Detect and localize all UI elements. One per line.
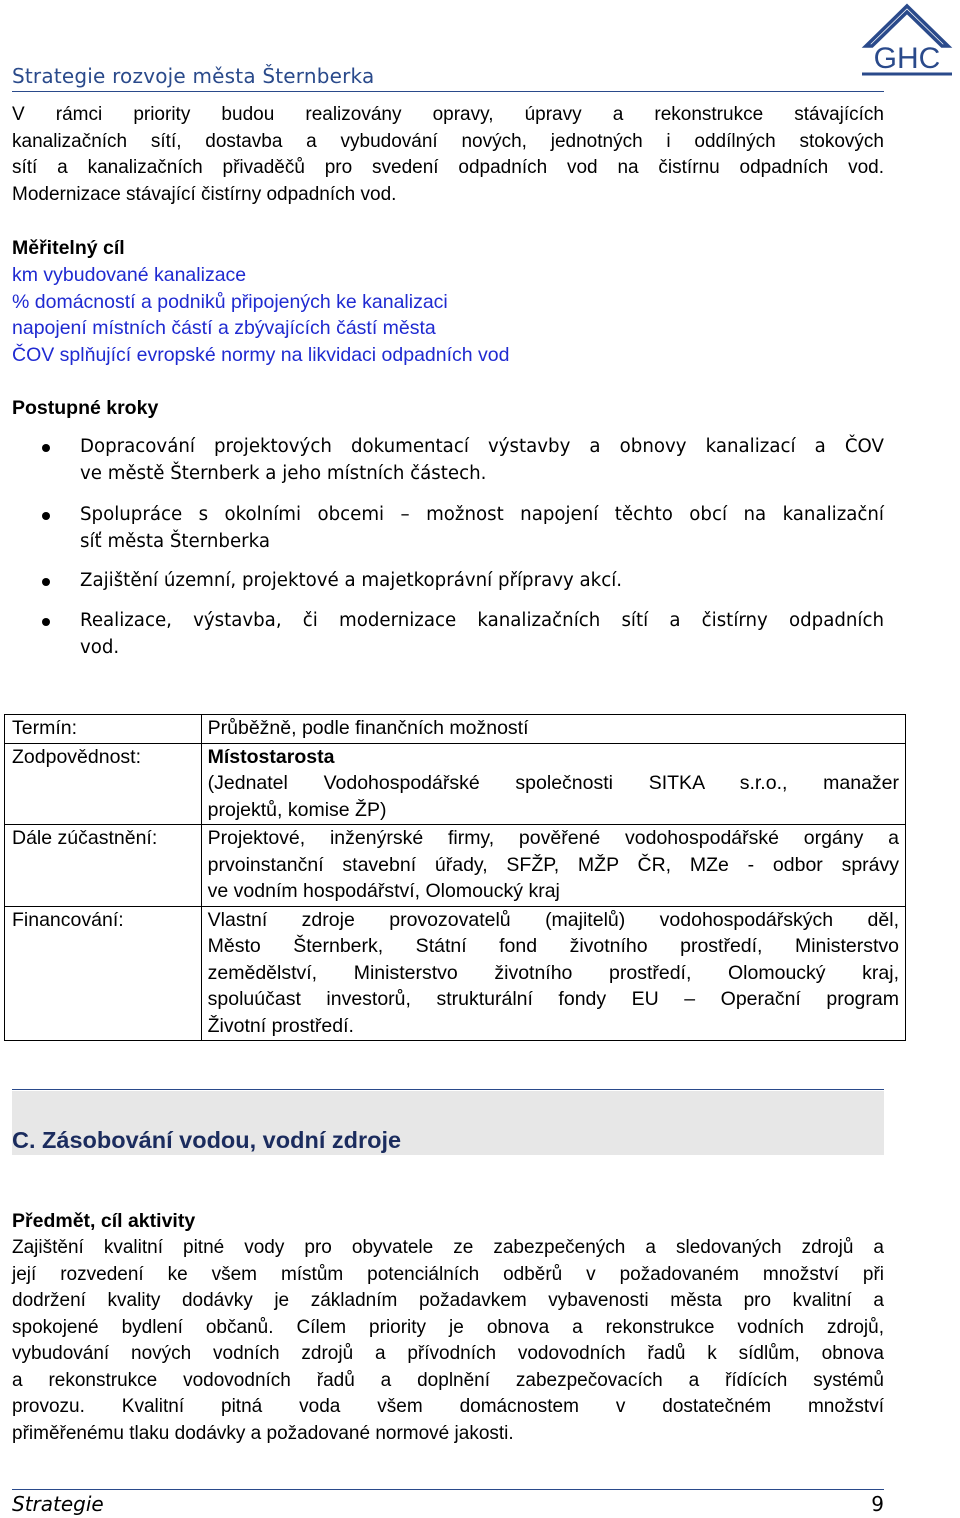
table-row bbox=[5, 906, 906, 1041]
paragraph-line: vybudování nových vodních zdrojů a přívodních vodovodních řadů k sídlům, obnova bbox=[12, 1343, 884, 1364]
paragraph-line: provozu. Kvalitní pitná voda všem domácnostem v dostatečném množství bbox=[12, 1396, 884, 1417]
value-line: (Jednatel Vodohospodářské společnosti SITKA s.r.o., manažer bbox=[207, 772, 899, 794]
bullet-icon bbox=[42, 512, 50, 520]
intro-line: kanalizačních sítí, dostavba a vybudování nových, jednotných i oddílných stokových bbox=[12, 130, 884, 152]
value-line: Město Šternberk, Státní fond životního prostředí, Ministerstvo bbox=[207, 935, 899, 957]
goal-item: km vybudované kanalizace bbox=[12, 264, 247, 286]
value-line: Projektové, inženýrské firmy, pověřené vodohospodářské orgány a bbox=[207, 827, 899, 849]
section-title: C. Zásobování vodou, vodní zdroje bbox=[12, 1127, 402, 1153]
bullet-icon bbox=[42, 578, 50, 586]
goal-item: napojení místních částí a zbývajících částí města bbox=[12, 317, 436, 340]
value-line: ve vodním hospodářství, Olomoucký kraj bbox=[207, 880, 560, 902]
intro-line: Modernizace stávající čistírny odpadních vod. bbox=[12, 183, 397, 205]
step-line: ve městě Šternberk a jeho místních částech. bbox=[80, 462, 487, 484]
row-value bbox=[201, 906, 905, 1041]
step-line: Zajištění územní, projektové a majetkoprávní přípravy akcí. bbox=[80, 570, 623, 591]
value-line: zemědělství, Ministerstvo životního prostředí, Olomoucký kraj, bbox=[207, 961, 899, 984]
row-label: Zodpovědnost: bbox=[5, 743, 202, 825]
footer-label: Strategie bbox=[12, 1492, 104, 1516]
paragraph-line: a rekonstrukce vodovodních řadů a doplnění zabezpečovacích a řídících systémů bbox=[12, 1369, 884, 1391]
responsibility-table bbox=[4, 714, 906, 1041]
logo-text: GHC bbox=[873, 42, 941, 75]
paragraph-line: Zajištění kvalitní pitné vody pro obyvatele ze zabezpečených a sledovaných zdrojů a bbox=[12, 1237, 884, 1258]
value-line: projektů, komise ŽP) bbox=[207, 798, 387, 821]
step-line: síť města Šternberka bbox=[80, 530, 271, 552]
document-header-title: Strategie rozvoje města Šternberka bbox=[12, 64, 375, 88]
header-rule bbox=[12, 91, 884, 92]
paragraph-line: spokojené bydlení občanů. Cílem priority je obnova a rekonstrukce vodních zdrojů, bbox=[12, 1316, 884, 1338]
value-line: spoluúčast investorů, strukturální fondy EU – Operační program bbox=[207, 988, 899, 1010]
value-line: prvoinstanční stavební úřady, SFŽP, MŽP ČR, MZe - odbor správy bbox=[207, 853, 899, 876]
footer-rule bbox=[12, 1489, 884, 1490]
goal-item: ČOV splňující evropské normy na likvidaci odpadních vod bbox=[12, 344, 510, 367]
table-row bbox=[5, 743, 906, 825]
row-value bbox=[201, 743, 905, 825]
intro-line: V rámci priority budou realizovány opravy, úpravy a rekonstrukce stávajících bbox=[12, 104, 884, 125]
row-value bbox=[201, 715, 905, 744]
page-number: 9 bbox=[871, 1492, 884, 1516]
paragraph-line: přiměřenému tlaku dodávky a požadované normové jakosti. bbox=[12, 1422, 514, 1444]
row-label: Financování: bbox=[5, 906, 202, 1041]
subject-heading: Předmět, cíl aktivity bbox=[12, 1210, 196, 1232]
value-line: Místostarosta bbox=[207, 745, 335, 768]
bullet-icon bbox=[42, 444, 50, 452]
step-line: Dopracování projektových dokumentací výstavby a obnovy kanalizací a ČOV bbox=[80, 436, 884, 457]
measurable-goal-list bbox=[12, 262, 510, 369]
goal-item: % domácností a podniků připojených ke kanalizaci bbox=[12, 290, 448, 313]
paragraph-line: její rozvedení ke všem místům potenciálních odběrů v požadovaném množství při bbox=[12, 1263, 884, 1285]
row-label: Termín: bbox=[5, 715, 202, 744]
table-row bbox=[5, 715, 906, 744]
steps-heading: Postupné kroky bbox=[12, 397, 159, 419]
measurable-goal-heading: Měřitelný cíl bbox=[12, 237, 125, 259]
intro-line: sítí a kanalizačních přivaděčů pro svedení odpadních vod na čistírnu odpadních vod. bbox=[12, 157, 884, 178]
value-line: Průběžně, podle finančních možností bbox=[207, 717, 529, 739]
step-line: Realizace, výstavba, či modernizace kanalizačních sítí a čistírny odpadních bbox=[80, 610, 884, 631]
step-line: vod. bbox=[80, 636, 120, 658]
bullet-icon bbox=[42, 618, 50, 626]
section-rule bbox=[12, 1089, 884, 1090]
intro-paragraph bbox=[12, 102, 884, 208]
row-value bbox=[201, 825, 905, 907]
paragraph-line: dodržení kvality dodávky je základním požadavkem vybavenosti města pro kvalitní a bbox=[12, 1290, 884, 1311]
value-line: Životní prostředí. bbox=[207, 1014, 354, 1037]
value-line: Vlastní zdroje provozovatelů (majitelů) vodohospodářských děl, bbox=[207, 908, 899, 931]
step-line: Spolupráce s okolními obcemi – možnost napojení těchto obcí na kanalizační bbox=[80, 504, 884, 525]
row-label-text: Dále zúčastnění: bbox=[12, 827, 158, 849]
ghc-logo bbox=[858, 2, 956, 78]
row-label bbox=[5, 825, 202, 907]
subject-paragraph bbox=[12, 1235, 884, 1447]
table-row bbox=[5, 825, 906, 907]
